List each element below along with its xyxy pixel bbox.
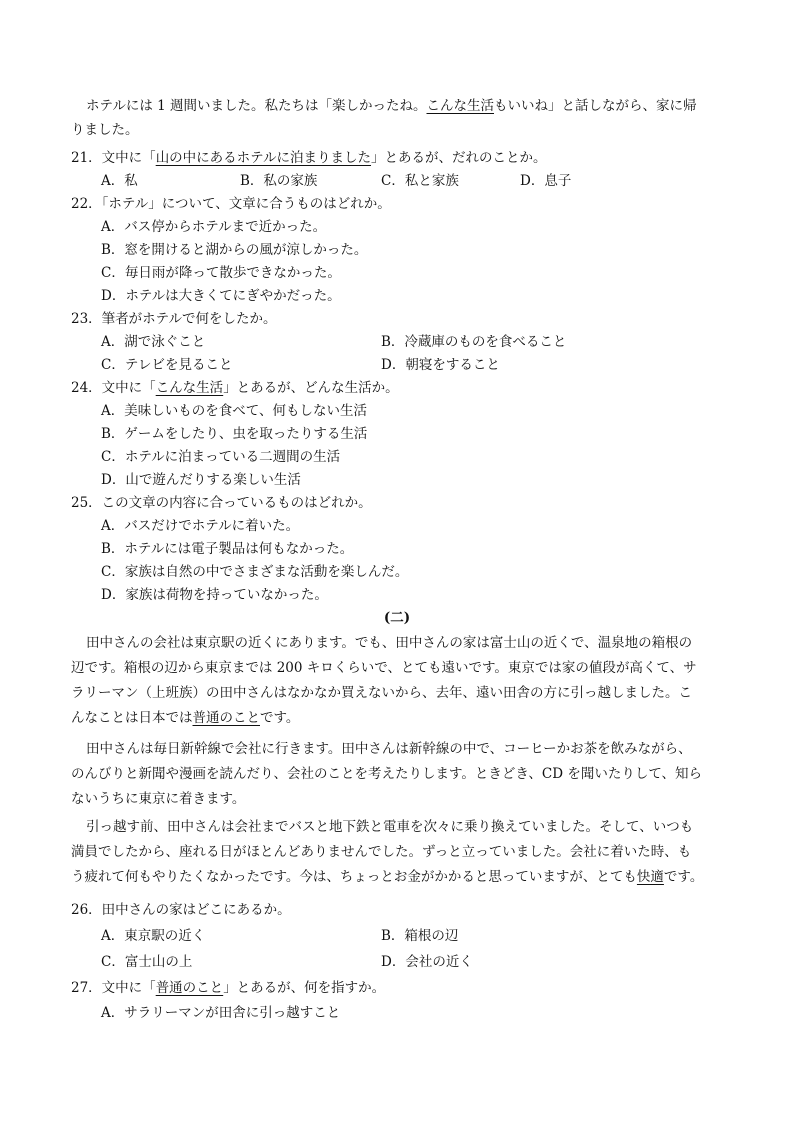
section-heading: (二) xyxy=(383,610,411,626)
question-23-option-b[interactable]: B．冷蔵庫のものを食べること xyxy=(381,334,567,350)
question-21-option-c[interactable]: C．私と家族 xyxy=(381,173,459,189)
underlined-phrase: こんな生活 xyxy=(426,98,494,114)
underlined-phrase: 山の中にあるホテルに泊まりました xyxy=(155,150,372,166)
question-25-option-d[interactable]: D．家族は荷物を持っていなかった。 xyxy=(101,587,328,603)
intro-line-2: りました。 xyxy=(71,122,139,138)
question-23-stem: 23．筆者がホテルで何をしたか。 xyxy=(71,311,277,327)
question-23-option-d[interactable]: D．朝寝をすること xyxy=(381,357,500,373)
question-24-option-b[interactable]: B．ゲームをしたり、虫を取ったりする生活 xyxy=(101,426,368,442)
passage-line: 引っ越す前、田中さんは会社までバスと地下鉄と電車を次々に乗り換えていました。そして、いつも xyxy=(86,819,694,835)
question-25-option-a[interactable]: A．バスだけでホテルに着いた。 xyxy=(101,518,300,534)
passage-line: う疲れて何もやりたくなかったです。今は、ちょっとお金がかかると思っていますが、とても快適です。 xyxy=(71,869,704,885)
question-26-option-b[interactable]: B．箱根の辺 xyxy=(381,928,459,944)
question-22-option-d[interactable]: D．ホテルは大きくてにぎやかだった。 xyxy=(101,288,341,304)
question-22-stem: 22．「ホテル」について、文章に合うものはどれか。 xyxy=(71,196,391,212)
question-22-option-a[interactable]: A．バス停からホテルまで近かった。 xyxy=(101,219,327,235)
question-26-stem: 26．田中さんの家はどこにあるか。 xyxy=(71,902,291,918)
passage-line: んなことは日本では普通のことです。 xyxy=(71,710,300,726)
passage-line: ないうちに東京に着きます。 xyxy=(71,791,246,807)
question-25-option-b[interactable]: B．ホテルには電子製品は何もなかった。 xyxy=(101,541,354,557)
passage-line: 満員でしたから、座れる日がほとんどありませんでした。ずっと立っていました。会社に着いた時、も xyxy=(71,844,692,860)
question-24-option-d[interactable]: D．山で遊んだりする楽しい生活 xyxy=(101,472,301,488)
passage-line: ラリーマン（上班族）の田中さんはなかなか買えないから、去年、遠い田舎の方に引っ越しました。こ xyxy=(71,685,692,701)
question-23-option-c[interactable]: C．テレビを見ること xyxy=(101,357,233,373)
question-26-option-c[interactable]: C．富士山の上 xyxy=(101,954,193,970)
question-21-option-a[interactable]: A．私 xyxy=(101,173,138,189)
underlined-phrase: こんな生活 xyxy=(155,380,224,396)
question-21-option-d[interactable]: D．息子 xyxy=(520,173,572,189)
underlined-phrase: 普通のこと xyxy=(155,980,224,996)
question-24-stem: 24．文中に「こんな生活」とあるが、どんな生活か。 xyxy=(71,380,399,396)
question-21-stem: 21．文中に「山の中にあるホテルに泊まりました」とあるが、だれのことか。 xyxy=(71,150,547,166)
question-22-option-c[interactable]: C．毎日雨が降って散歩できなかった。 xyxy=(101,265,341,281)
question-25-option-c[interactable]: C．家族は自然の中でさまざまな活動を楽しんだ。 xyxy=(101,564,409,580)
question-25-stem: 25．この文章の内容に合っているものはどれか。 xyxy=(71,495,372,511)
passage-line: のんびりと新聞や漫画を読んだり、会社のことを考えたりします。ときどき、CD を聞いたりして、知ら xyxy=(71,766,703,782)
passage-line: 辺です。箱根の辺から東京までは 200 キロくらいで、とても遠いです。東京では家の値段が高くて、サ xyxy=(71,660,697,676)
intro-line-1: ホテルには 1 週間いました。私たちは「楽しかったね。こんな生活もいいね」と話しながら、家に帰 xyxy=(86,98,697,114)
question-26-option-a[interactable]: A．東京駅の近く xyxy=(101,928,206,944)
question-21-option-b[interactable]: B．私の家族 xyxy=(240,173,318,189)
question-27-stem: 27．文中に「普通のこと」とあるが、何を指すか。 xyxy=(71,980,386,996)
question-27-option-a[interactable]: A．サラリーマンが田舎に引っ越すこと xyxy=(101,1005,341,1021)
passage-line: 田中さんは毎日新幹線で会社に行きます。田中さんは新幹線の中で、コーヒーかお茶を飲みながら、 xyxy=(86,741,692,757)
underlined-phrase: 快適 xyxy=(636,869,664,885)
question-23-option-a[interactable]: A．湖で泳ぐこと xyxy=(101,334,206,350)
question-22-option-b[interactable]: B．窓を開けると湖からの風が涼しかった。 xyxy=(101,242,368,258)
underlined-phrase: 普通のこと xyxy=(192,710,260,726)
question-24-option-a[interactable]: A．美味しいものを食べて、何もしない生活 xyxy=(101,403,367,419)
question-24-option-c[interactable]: C．ホテルに泊まっている二週間の生活 xyxy=(101,449,341,465)
question-26-option-d[interactable]: D．会社の近く xyxy=(381,954,473,970)
passage-line: 田中さんの会社は東京駅の近くにあります。でも、田中さんの家は富士山の近くで、温泉地の箱根の xyxy=(86,635,693,651)
